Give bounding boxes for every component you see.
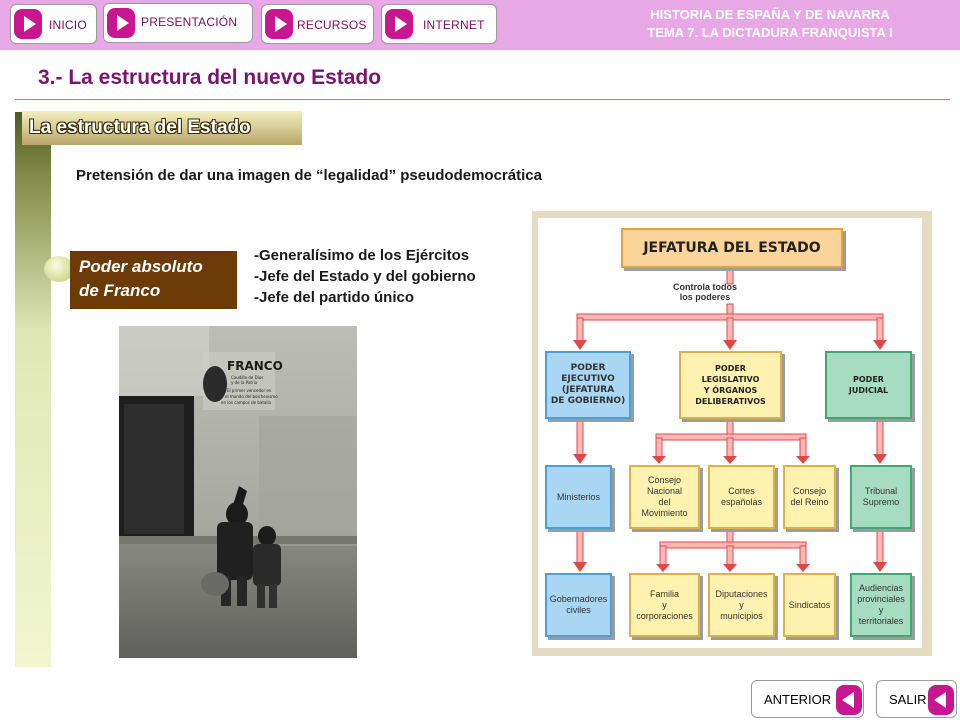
intro-text: Pretensión de dar una imagen de “legalidad” pseudodemocrática: [76, 167, 542, 184]
diagram-node-label: PODER: [853, 375, 884, 384]
poster-line: y de la Patria: [231, 380, 258, 385]
poster-line: El primer vencedor en: [227, 388, 272, 393]
diagram-node-jefatura: [621, 228, 843, 268]
diagram-node-label: Movimiento: [641, 508, 688, 518]
diagram-node-label: Nacional: [646, 486, 682, 496]
diagram-node-label: civiles: [566, 605, 591, 615]
powers-item: -Generalísimo de los Ejércitos: [254, 247, 470, 264]
diagram-node-label: DE GOBIERNO): [550, 396, 626, 406]
anterior-button[interactable]: [751, 680, 864, 718]
section-tab-label: La estructura del Estado: [29, 117, 251, 138]
course-topic: TEMA 7. LA DICTADURA FRANQUISTA I: [647, 25, 893, 40]
poster-line: en los campos de batalla: [221, 400, 272, 405]
diagram-node-label: provinciales: [857, 594, 905, 604]
diagram-node-label: Tribunal: [864, 486, 898, 496]
diagram-node-label: territoriales: [858, 616, 904, 626]
diagram-node-label: JUDICIAL: [848, 386, 889, 395]
diagram-node-judicial: [825, 351, 912, 419]
diagram-node-label: Consejo: [792, 486, 827, 496]
diagram-node-label: corporaciones: [636, 610, 693, 621]
diagram-node-consejo-reino: [783, 465, 836, 529]
nav-presentacion-label: PRESENTACIÓN: [141, 15, 238, 29]
diagram-node-label: EJECUTIVO: [561, 374, 615, 384]
diagram-node-label: Y ÓRGANOS: [703, 386, 758, 395]
diagram-node-tribunal: [850, 465, 912, 529]
diagram-node-label: DELIBERATIVOS: [695, 397, 766, 406]
nav-inicio-label: INICIO: [49, 18, 87, 32]
anterior-label: ANTERIOR: [764, 692, 832, 707]
diagram-node-label: españolas: [720, 497, 763, 507]
salir-label: SALIR: [889, 692, 927, 707]
nav-recursos-label: RECURSOS: [297, 18, 367, 32]
diagram-node-ejecutivo: [545, 351, 631, 419]
diagram-node-label: Gobernadores: [549, 594, 608, 604]
diagram-node-legislativo: [679, 351, 782, 419]
diagram-caption-line: los poderes: [679, 292, 731, 302]
page-title: 3.- La estructura del nuevo Estado: [38, 66, 382, 89]
franco-power-line2: de Franco: [79, 281, 161, 300]
diagram-node-label: (JEFATURA: [561, 385, 615, 395]
diagram-node-label: Ministerios: [556, 491, 600, 502]
powers-item: -Jefe del Estado y del gobierno: [254, 268, 476, 285]
back-arrow-icon: [928, 685, 954, 715]
salir-button[interactable]: [876, 680, 957, 718]
diagram-node-label: Familia: [649, 588, 679, 599]
poster-line: el mundo del bolchevismo: [225, 394, 278, 399]
diagram-node-label: del Reino: [790, 497, 829, 507]
diagram-node-label: Supremo: [862, 497, 900, 507]
diagram-node-consejo-nacional: [629, 465, 700, 529]
diagram-node-label: y: [739, 599, 744, 610]
diagram-node-gobernadores: [545, 573, 612, 637]
diagram-node-label: Consejo: [647, 475, 681, 485]
powers-item: -Jefe del partido único: [254, 289, 415, 306]
course-title: HISTORIA DE ESPAÑA Y DE NAVARRA: [650, 7, 890, 22]
diagram-node-label: municipios: [720, 610, 763, 621]
diagram-node-sindicatos: [783, 573, 836, 637]
diagram-caption-line: Controla todos: [673, 282, 737, 292]
diagram-node-cortes: [708, 465, 775, 529]
poster-line: Caudillo de Dios: [231, 375, 264, 380]
diagram-node-label: Sindicatos: [788, 599, 831, 610]
diagram-caption: [670, 282, 740, 302]
nav-internet-label: INTERNET: [423, 18, 485, 32]
franco-power-line1: Poder absoluto: [79, 257, 203, 276]
diagram-node-familia: [629, 573, 700, 637]
diagram-node-label: JEFATURA DEL ESTADO: [643, 239, 821, 256]
poster-title: FRANCO: [227, 359, 283, 373]
diagram-node-label: Diputaciones: [715, 588, 768, 599]
diagram-node-label: PODER: [570, 363, 606, 373]
diagram-node-ministerios: [545, 465, 612, 529]
diagram-node-label: del: [658, 497, 671, 507]
diagram-node-label: y: [662, 599, 667, 610]
diagram-node-label: y: [878, 605, 884, 615]
diagram-node-diputaciones: [708, 573, 775, 637]
diagram-node-label: Cortes: [728, 486, 755, 496]
diagram-node-label: PODER: [715, 364, 746, 373]
back-arrow-icon: [836, 685, 862, 715]
diagram-node-label: LEGISLATIVO: [701, 375, 760, 384]
diagram-node-label: Audiencias: [858, 583, 904, 593]
diagram-node-audiencias: [850, 573, 912, 637]
